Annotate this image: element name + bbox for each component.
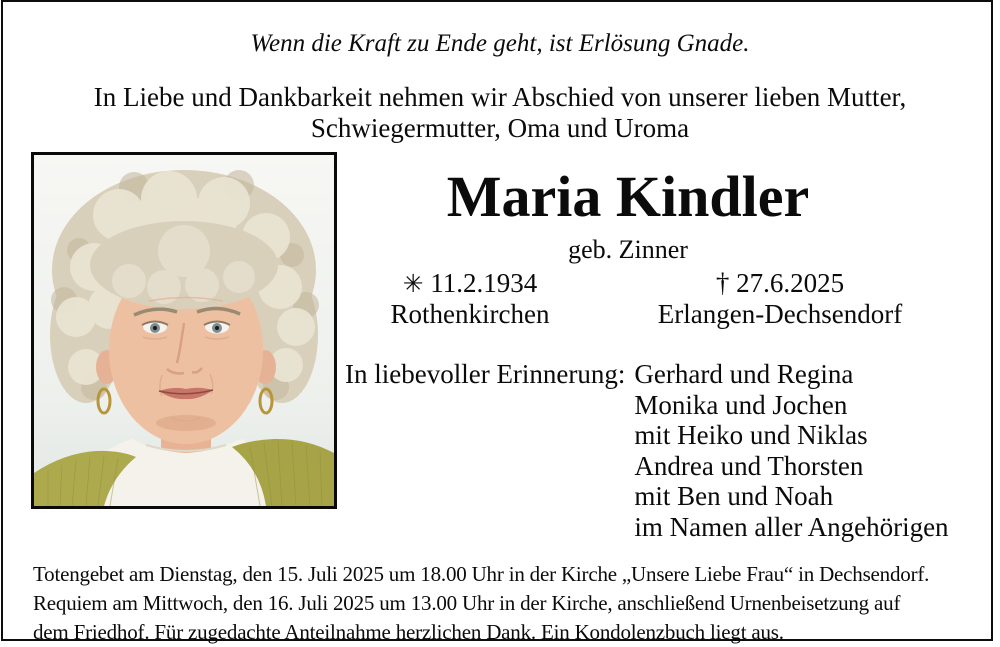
birth-place: Rothenkirchen — [390, 299, 550, 329]
birth-block — [355, 268, 585, 330]
mourners-list — [634, 359, 948, 542]
birth-date-line — [355, 268, 585, 299]
epitaph-quote: Wenn die Kraft zu Ende geht, ist Erlösung Gnade. — [250, 30, 750, 57]
death-date: 27.6.2025 — [736, 268, 845, 298]
remembrance-block — [345, 359, 949, 542]
death-place: Erlangen-Dechsendorf — [657, 299, 903, 329]
service-line-3: dem Friedhof. Für zugedachte Anteilnahme herzlichen Dank. Ein Kondolenzbuch liegt aus. — [33, 620, 784, 644]
mourner-line: im Namen aller Angehörigen — [634, 511, 949, 542]
maiden-name: geb. Zinner — [568, 235, 688, 264]
mourner-line: mit Heiko und Niklas — [634, 420, 868, 450]
portrait-illustration — [34, 155, 334, 506]
mourner-line: Monika und Jochen — [634, 389, 848, 420]
intro-line-2: Schwiegermutter, Oma und Uroma — [310, 113, 690, 143]
death-cross-symbol: † — [715, 268, 730, 298]
service-line-2: Requiem am Mittwoch, den 16. Juli 2025 um 13.00 Uhr in der Kirche, anschließend Urnenbeisetzung auf — [33, 591, 901, 615]
deceased-name: Maria Kindler — [446, 164, 810, 229]
service-line-1: Totengebet am Dienstag, den 15. Juli 2025 um 18.00 Uhr in der Kirche „Unsere Liebe Frau“ in Dechsendorf. — [33, 562, 930, 586]
death-date-line — [650, 268, 910, 299]
intro-text — [0, 82, 1000, 144]
mourner-line: mit Ben und Noah — [634, 481, 834, 511]
service-information — [33, 560, 993, 647]
birth-star-symbol: ✳ — [402, 269, 424, 298]
mourner-line: Gerhard und Regina — [634, 359, 854, 389]
portrait-photo — [31, 152, 337, 509]
intro-line-1: In Liebe und Dankbarkeit nehmen wir Abschied von unserer lieben Mutter, — [93, 82, 907, 112]
birth-date: 11.2.1934 — [430, 268, 538, 298]
death-block — [650, 268, 910, 330]
remembrance-label: In liebevoller Erinnerung: — [345, 359, 626, 389]
mourner-line: Andrea und Thorsten — [634, 450, 864, 481]
